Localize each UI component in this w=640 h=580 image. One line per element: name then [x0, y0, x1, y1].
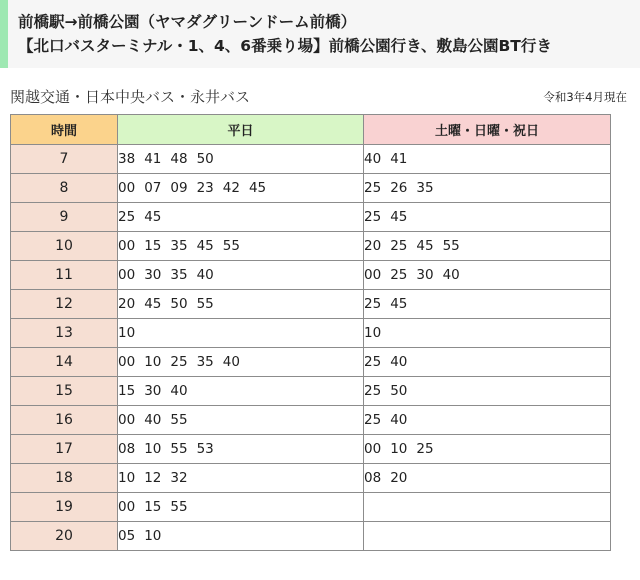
departure-minute: 10 [144, 528, 162, 544]
weekday-minutes-cell [118, 232, 364, 261]
departure-minute: 10 [390, 441, 408, 457]
departure-minute: 50 [170, 296, 188, 312]
departure-minute: 30 [416, 267, 434, 283]
hour-cell: 8 [11, 174, 118, 203]
holiday-minutes-cell [364, 493, 611, 522]
hour-column-header: 時間 [11, 115, 118, 145]
departure-minute: 25 [364, 296, 382, 312]
holiday-minutes-cell [364, 435, 611, 464]
timetable-body [11, 145, 611, 551]
departure-minute: 10 [144, 441, 162, 457]
departure-minute: 50 [390, 383, 408, 399]
table-row [11, 261, 611, 290]
table-row [11, 348, 611, 377]
hour-cell: 16 [11, 406, 118, 435]
weekday-minutes-cell [118, 290, 364, 319]
departure-minute: 55 [170, 412, 188, 428]
weekday-minutes-cell [118, 145, 364, 174]
departure-minute: 10 [118, 325, 136, 341]
route-subtitle: 【北口バスターミナル・1、4、6番乗り場】前橋公園行き、敷島公園BT行き [18, 37, 552, 55]
departure-minute: 00 [118, 180, 136, 196]
hour-cell: 13 [11, 319, 118, 348]
table-row [11, 377, 611, 406]
hour-cell: 14 [11, 348, 118, 377]
departure-minute: 15 [144, 238, 162, 254]
hour-cell: 10 [11, 232, 118, 261]
departure-minute: 40 [222, 354, 240, 370]
table-row [11, 145, 611, 174]
departure-minute: 25 [118, 209, 136, 225]
weekday-minutes-cell [118, 406, 364, 435]
departure-minute: 10 [364, 325, 382, 341]
departure-minute: 25 [364, 412, 382, 428]
departure-minute: 25 [416, 441, 434, 457]
departure-minute: 25 [390, 267, 408, 283]
hour-cell: 20 [11, 522, 118, 551]
holiday-minutes-cell [364, 348, 611, 377]
departure-minute: 20 [364, 238, 382, 254]
operator-label: 関越交通・日本中央バス・永井バス [10, 88, 251, 106]
table-row [11, 174, 611, 203]
departure-minute: 25 [364, 354, 382, 370]
departure-minute: 53 [196, 441, 214, 457]
departure-minute: 55 [442, 238, 460, 254]
hour-cell: 18 [11, 464, 118, 493]
table-row [11, 464, 611, 493]
departure-minute: 35 [196, 354, 214, 370]
hour-cell: 12 [11, 290, 118, 319]
table-row [11, 493, 611, 522]
weekday-minutes-cell [118, 174, 364, 203]
departure-minute: 45 [416, 238, 434, 254]
departure-minute: 40 [144, 412, 162, 428]
timetable-header-row [11, 115, 611, 145]
route-title-box [0, 0, 640, 68]
departure-minute: 48 [170, 151, 188, 167]
departure-minute: 55 [170, 441, 188, 457]
weekday-minutes-cell [118, 377, 364, 406]
table-row [11, 203, 611, 232]
departure-minute: 40 [390, 412, 408, 428]
holiday-minutes-cell [364, 522, 611, 551]
table-row [11, 406, 611, 435]
holiday-minutes-cell [364, 290, 611, 319]
holiday-minutes-cell [364, 319, 611, 348]
departure-minute: 25 [170, 354, 188, 370]
departure-minute: 35 [416, 180, 434, 196]
departure-minute: 26 [390, 180, 408, 196]
departure-minute: 07 [144, 180, 162, 196]
departure-minute: 38 [118, 151, 136, 167]
holiday-minutes-cell [364, 232, 611, 261]
weekday-minutes-cell [118, 464, 364, 493]
table-row [11, 435, 611, 464]
weekday-minutes-cell [118, 348, 364, 377]
holiday-column-header: 土曜・日曜・祝日 [364, 115, 611, 145]
weekday-column-header: 平日 [118, 115, 364, 145]
departure-minute: 41 [144, 151, 162, 167]
table-row [11, 522, 611, 551]
departure-minute: 00 [118, 267, 136, 283]
departure-minute: 08 [364, 470, 382, 486]
departure-minute: 25 [364, 209, 382, 225]
weekday-minutes-cell [118, 261, 364, 290]
departure-minute: 55 [170, 499, 188, 515]
departure-minute: 15 [118, 383, 136, 399]
departure-minute: 20 [390, 470, 408, 486]
departure-minute: 10 [144, 354, 162, 370]
departure-minute: 45 [144, 209, 162, 225]
departure-minute: 25 [364, 383, 382, 399]
holiday-minutes-cell [364, 145, 611, 174]
departure-minute: 30 [144, 383, 162, 399]
table-row [11, 232, 611, 261]
departure-minute: 00 [118, 412, 136, 428]
departure-minute: 55 [222, 238, 240, 254]
hour-cell: 9 [11, 203, 118, 232]
departure-minute: 35 [170, 267, 188, 283]
weekday-minutes-cell [118, 522, 364, 551]
departure-minute: 08 [118, 441, 136, 457]
departure-minute: 45 [390, 209, 408, 225]
weekday-minutes-cell [118, 203, 364, 232]
departure-minute: 00 [364, 267, 382, 283]
holiday-minutes-cell [364, 464, 611, 493]
departure-minute: 45 [144, 296, 162, 312]
departure-minute: 20 [118, 296, 136, 312]
departure-minute: 30 [144, 267, 162, 283]
table-row [11, 290, 611, 319]
holiday-minutes-cell [364, 261, 611, 290]
holiday-minutes-cell [364, 203, 611, 232]
route-title: 前橋駅→前橋公園（ヤマダグリーンドーム前橋） [18, 13, 357, 31]
departure-minute: 50 [196, 151, 214, 167]
departure-minute: 25 [364, 180, 382, 196]
hour-cell: 19 [11, 493, 118, 522]
departure-minute: 55 [196, 296, 214, 312]
table-row [11, 319, 611, 348]
as-of-date: 令和3年4月現在 [543, 90, 627, 104]
departure-minute: 00 [118, 354, 136, 370]
departure-minute: 40 [196, 267, 214, 283]
departure-minute: 00 [118, 499, 136, 515]
weekday-minutes-cell [118, 319, 364, 348]
holiday-minutes-cell [364, 377, 611, 406]
departure-minute: 42 [222, 180, 240, 196]
departure-minute: 09 [170, 180, 188, 196]
departure-minute: 05 [118, 528, 136, 544]
departure-minute: 00 [118, 238, 136, 254]
departure-minute: 45 [248, 180, 267, 196]
hour-cell: 15 [11, 377, 118, 406]
weekday-minutes-cell [118, 493, 364, 522]
departure-minute: 45 [196, 238, 214, 254]
departure-minute: 25 [390, 238, 408, 254]
weekday-minutes-cell [118, 435, 364, 464]
hour-cell: 17 [11, 435, 118, 464]
departure-minute: 00 [364, 441, 382, 457]
departure-minute: 40 [170, 383, 188, 399]
departure-minute: 32 [170, 470, 188, 486]
departure-minute: 15 [144, 499, 162, 515]
departure-minute: 12 [144, 470, 162, 486]
timetable [10, 114, 611, 551]
departure-minute: 45 [390, 296, 408, 312]
departure-minute: 23 [196, 180, 214, 196]
holiday-minutes-cell [364, 406, 611, 435]
departure-minute: 41 [390, 151, 408, 167]
hour-cell: 11 [11, 261, 118, 290]
departure-minute: 40 [390, 354, 408, 370]
holiday-minutes-cell [364, 174, 611, 203]
departure-minute: 35 [170, 238, 188, 254]
departure-minute: 10 [118, 470, 136, 486]
departure-minute: 40 [364, 151, 382, 167]
departure-minute: 40 [442, 267, 460, 283]
hour-cell: 7 [11, 145, 118, 174]
